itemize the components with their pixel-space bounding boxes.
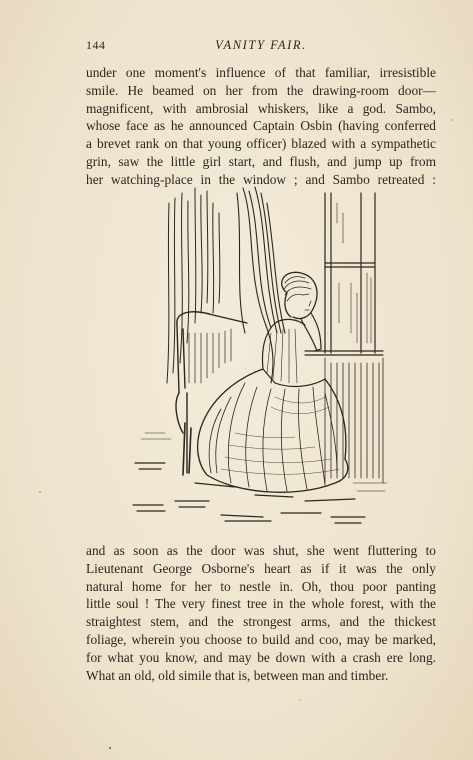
text-line: for what you know, and may be down with a crash ere long. bbox=[86, 649, 436, 665]
text-line: little soul ! The very finest tree in the whole forest, with the bbox=[86, 596, 436, 612]
text-line: Lieutenant George Osborne's heart as if it was the only bbox=[86, 560, 436, 576]
text-line: What an old, old simile that is, between man and timber. bbox=[86, 667, 389, 683]
text-line: smile. He beamed on her from the drawing-room door— bbox=[86, 82, 436, 98]
page-number: 144 bbox=[86, 38, 106, 52]
text-line: her watching-place in the window ; and Sambo retreated : bbox=[86, 171, 436, 187]
text-line: foliage, wherein you choose to build and coo, may be marked, bbox=[86, 631, 436, 647]
text-line: natural home for her to nestle in. Oh, thou poor panting bbox=[86, 578, 436, 594]
text-line: straightest stem, and the strongest arms, and the thickest bbox=[86, 614, 436, 630]
text-line: a brevet rank on that young officer) blazed with a sympathetic bbox=[86, 136, 436, 152]
text-line: magnificent, with ambrosial whiskers, like a god. Sambo, bbox=[86, 100, 436, 116]
text-line: whose face as he announced Captain Osbin (having conferred bbox=[86, 118, 436, 134]
text-line: and as soon as the door was shut, she went fluttering to bbox=[86, 543, 436, 558]
text-line: under one moment's influence of that familiar, irresistible bbox=[86, 65, 436, 80]
text-line: grin, saw the little girl start, and flush, and jump up from bbox=[86, 153, 436, 169]
running-head: VANITY FAIR. bbox=[215, 38, 307, 52]
